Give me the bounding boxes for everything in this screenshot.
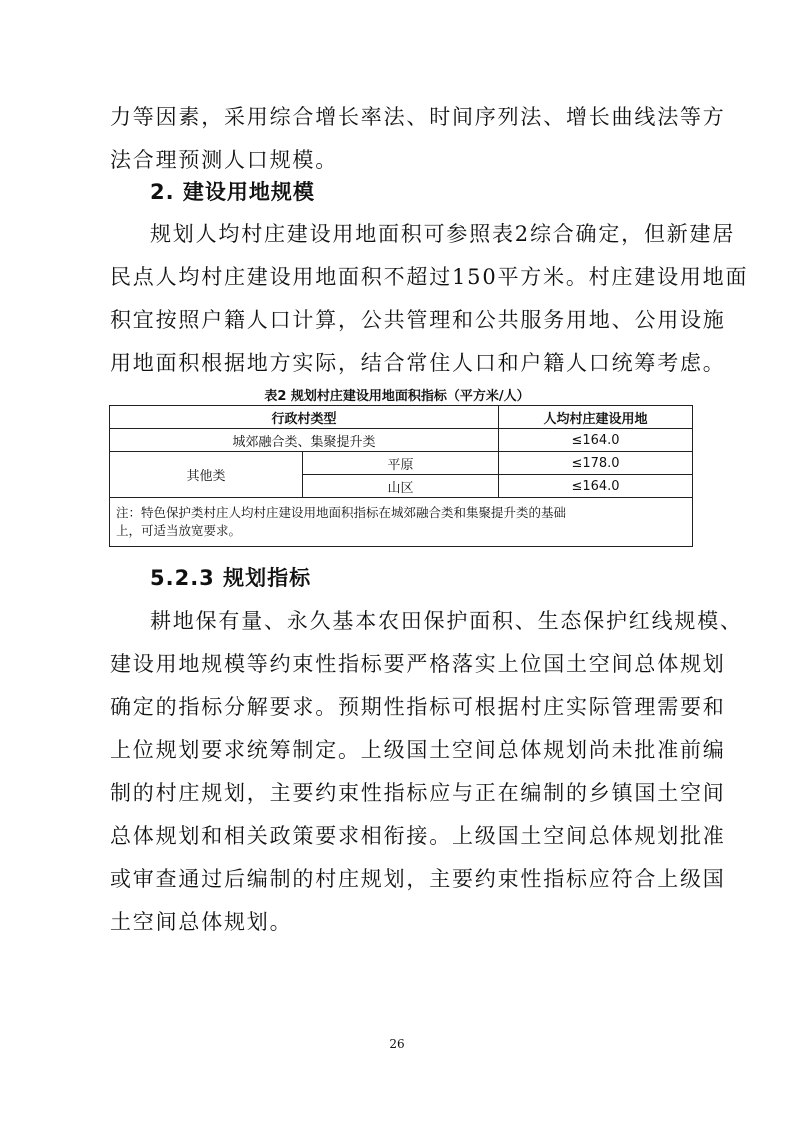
body-text-line: 土空间总体规划。 — [110, 910, 293, 934]
table-note-row — [110, 498, 693, 547]
body-text-line: 民点人均村庄建设用地面积不超过150平方米。村庄建设用地面 — [110, 265, 749, 289]
body-text-line: 建设用地规模等约束性指标要严格落实上位国土空间总体规划 — [110, 652, 726, 676]
section-heading: 5.2.3 规划指标 — [150, 566, 312, 590]
table-header-row — [110, 406, 693, 429]
table-cell: 山区 — [303, 475, 499, 498]
body-text-line: 制的村庄规划，主要约束性指标应与正在编制的乡镇国土空间 — [110, 781, 726, 805]
table-row — [110, 429, 693, 452]
table-caption: 表2 规划村庄建设用地面积指标（平方米/人） — [264, 389, 530, 404]
body-text-line: 或审查通过后编制的村庄规划，主要约束性指标应符合上级国 — [110, 867, 726, 891]
table-cell: 平原 — [303, 452, 499, 475]
table-cell: 其他类 — [110, 452, 303, 498]
body-text-line: 法合理预测人口规模。 — [110, 148, 338, 172]
table-note — [110, 498, 693, 547]
table-note-line: 注：特色保护类村庄人均村庄建设用地面积指标在城郊融合类和集聚提升类的基础 — [116, 505, 567, 520]
table-cell: ≤178.0 — [499, 452, 693, 475]
body-text-line: 用地面积根据地方实际，结合常住人口和户籍人口统筹考虑。 — [110, 351, 726, 375]
body-text-line: 积宜按照户籍人口计算，公共管理和公共服务用地、公用设施 — [110, 308, 726, 332]
body-text-line: 规划人均村庄建设用地面积可参照表2综合确定，但新建居 — [150, 222, 736, 246]
page-number: 26 — [389, 1037, 405, 1051]
body-text-line: 确定的指标分解要求。预期性指标可根据村庄实际管理需要和 — [110, 695, 726, 719]
table-row — [110, 452, 693, 475]
body-text-line: 总体规划和相关政策要求相衔接。上级国土空间总体规划批准 — [110, 824, 726, 848]
table-header-cell: 人均村庄建设用地 — [499, 406, 693, 429]
table-header-cell: 行政村类型 — [110, 406, 499, 429]
body-text-line: 力等因素，采用综合增长率法、时间序列法、增长曲线法等方 — [110, 105, 726, 129]
body-text-line: 上位规划要求统筹制定。上级国土空间总体规划尚未批准前编 — [110, 738, 726, 762]
table-cell: 城郊融合类、集聚提升类 — [110, 429, 499, 452]
table-cell: ≤164.0 — [499, 429, 693, 452]
body-text-line: 耕地保有量、永久基本农田保护面积、生态保护红线规模、 — [150, 609, 743, 633]
table-note-line: 上，可适当放宽要求。 — [116, 523, 242, 538]
table-cell: ≤164.0 — [499, 475, 693, 498]
land-use-indicator-table — [109, 405, 693, 547]
section-heading: 2. 建设用地规模 — [150, 180, 315, 204]
